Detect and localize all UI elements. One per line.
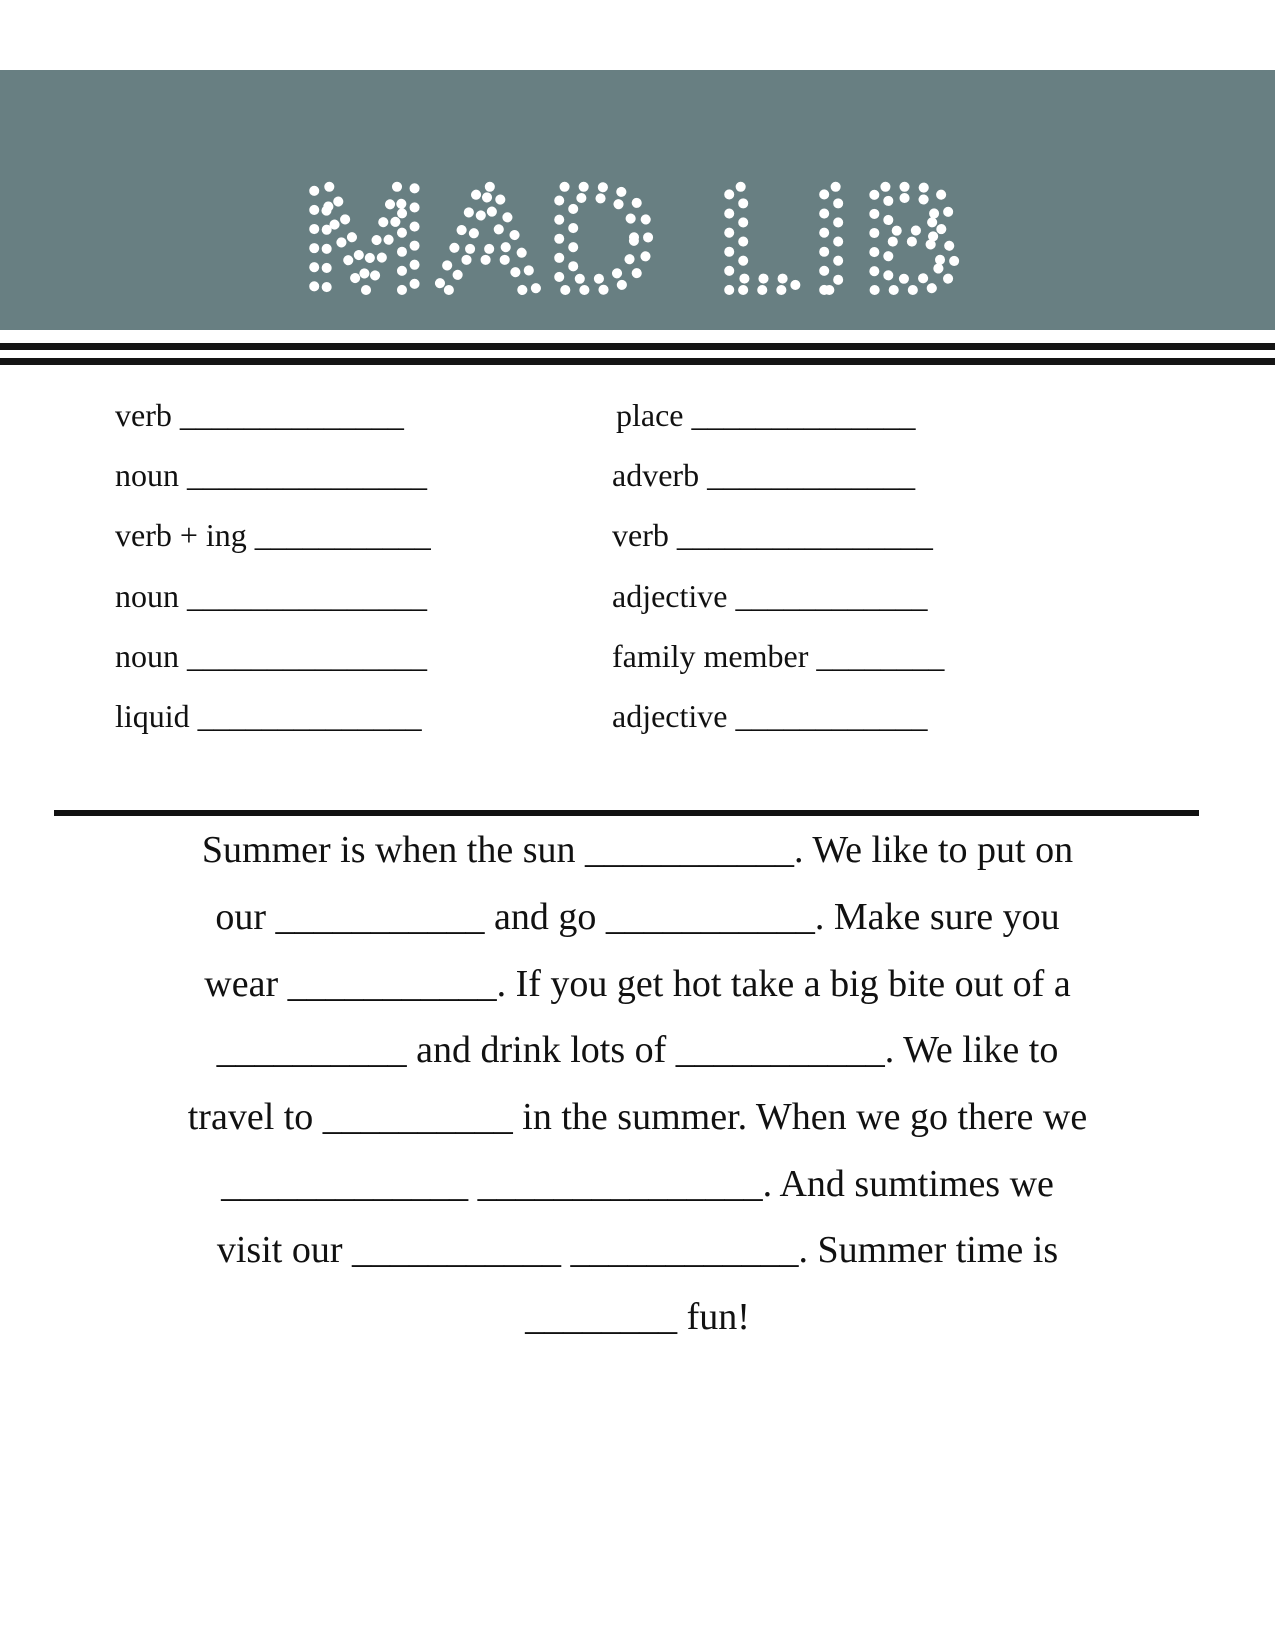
story-line: visit our ___________ ____________. Summer time is — [216, 1229, 1059, 1271]
story-paragraph — [110, 826, 1165, 1386]
story-line: Summer is when the sun ___________. We like to put on — [201, 829, 1074, 871]
word-prompt-left: verb ______________ — [115, 397, 404, 433]
word-prompt-right: adverb _____________ — [612, 457, 916, 493]
word-prompt-left: noun _______________ — [115, 578, 427, 614]
story-line: __________ and drink lots of ___________. We like to — [216, 1029, 1059, 1071]
header-rule-bottom — [0, 358, 1275, 365]
word-list — [0, 395, 1275, 755]
story-line: our ___________ and go ___________. Make sure you — [215, 896, 1060, 938]
story-line: ________ fun! — [525, 1296, 750, 1338]
word-prompt-right: verb ________________ — [612, 517, 933, 553]
title-banner — [0, 70, 1275, 330]
word-prompt-right: adjective ____________ — [612, 698, 928, 734]
word-prompt-right: adjective ____________ — [612, 578, 928, 614]
header-rule-top — [0, 343, 1275, 350]
word-prompt-right: family member ________ — [612, 638, 945, 674]
story-line: travel to __________ in the summer. When we go there we — [187, 1096, 1088, 1138]
word-prompt-left: noun _______________ — [115, 638, 427, 674]
story-line: wear ___________. If you get hot take a big bite out of a — [204, 963, 1071, 1005]
page-title: MAD LIB — [301, 154, 973, 322]
section-divider — [54, 810, 1199, 816]
word-prompt-right: place ______________ — [616, 397, 916, 433]
title-dotted-lettering — [0, 70, 1275, 330]
word-prompt-left: verb + ing ___________ — [115, 517, 431, 553]
story-line: _____________ _______________. And sumtimes we — [221, 1163, 1054, 1205]
word-prompt-left: noun _______________ — [115, 457, 427, 493]
word-prompt-left: liquid ______________ — [115, 698, 422, 734]
